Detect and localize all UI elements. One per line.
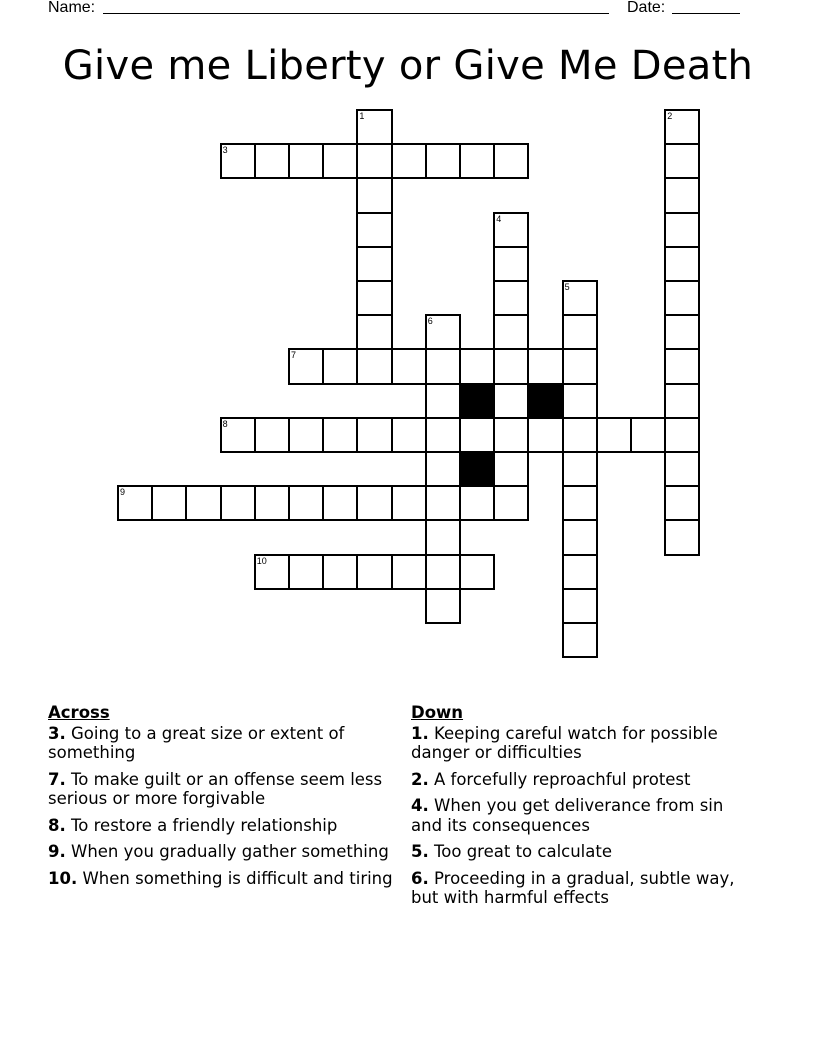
clue-text: Going to a great size or extent of something — [48, 723, 345, 762]
crossword-cell[interactable] — [562, 588, 598, 624]
crossword-cell[interactable] — [425, 554, 461, 590]
clue-number: 7. — [48, 769, 66, 789]
clue-text: Too great to calculate — [434, 842, 613, 861]
across-clues — [48, 703, 393, 895]
crossword-cell[interactable] — [391, 485, 427, 521]
crossword-cell[interactable] — [356, 212, 392, 248]
crossword-cell[interactable] — [288, 485, 324, 521]
crossword-cell[interactable] — [425, 348, 461, 384]
date-label: Date: — [627, 0, 666, 16]
crossword-cell[interactable] — [254, 417, 290, 453]
clue-number-label: 1 — [359, 111, 365, 121]
crossword-cell[interactable] — [356, 417, 392, 453]
clue-number: 10. — [48, 868, 78, 888]
crossword-cell[interactable] — [185, 485, 221, 521]
crossword-cell[interactable] — [356, 177, 392, 213]
crossword-cell[interactable] — [288, 143, 324, 179]
crossword-cell[interactable] — [527, 417, 563, 453]
clue-number: 2. — [411, 769, 429, 789]
crossword-cell[interactable] — [220, 143, 256, 179]
crossword-cell[interactable] — [493, 451, 529, 487]
crossword-cell[interactable] — [391, 143, 427, 179]
clue-number: 1. — [411, 723, 429, 743]
crossword-cell[interactable] — [425, 451, 461, 487]
crossword-cell[interactable] — [664, 314, 700, 350]
crossword-cell[interactable] — [664, 383, 700, 419]
clue-number-label: 10 — [256, 555, 267, 566]
crossword-cell[interactable] — [425, 485, 461, 521]
crossword-cell[interactable] — [459, 417, 495, 453]
crossword-cell[interactable] — [220, 417, 256, 453]
crossword-cell[interactable] — [664, 280, 700, 316]
clue-text: When you get deliverance from sin and its consequences — [411, 796, 724, 835]
crossword-cell[interactable] — [322, 485, 358, 521]
crossword-cell[interactable] — [356, 554, 392, 590]
crossword-cell[interactable] — [322, 348, 358, 384]
black-square — [527, 383, 563, 419]
clue-across-7 — [48, 770, 393, 809]
across-heading: Across — [48, 703, 110, 722]
crossword-cell[interactable] — [493, 280, 529, 316]
crossword-cell[interactable] — [425, 519, 461, 555]
crossword-cell[interactable] — [425, 383, 461, 419]
crossword-cell[interactable] — [459, 143, 495, 179]
clue-number: 4. — [411, 796, 429, 815]
crossword-cell[interactable] — [664, 109, 700, 145]
crossword-cell[interactable] — [562, 554, 598, 590]
crossword-cell[interactable] — [493, 485, 529, 521]
crossword-cell[interactable] — [459, 485, 495, 521]
crossword-cell[interactable] — [562, 622, 598, 658]
crossword-cell[interactable] — [493, 383, 529, 419]
clue-text: Proceeding in a gradual, subtle way, but with harmful effects — [411, 868, 735, 907]
crossword-cell[interactable] — [562, 348, 598, 384]
crossword-cell[interactable] — [493, 212, 529, 248]
clue-down-2 — [411, 770, 756, 790]
crossword-cell[interactable] — [254, 143, 290, 179]
crossword-cell[interactable] — [664, 143, 700, 179]
crossword-cell[interactable] — [493, 417, 529, 453]
crossword-cell[interactable] — [630, 417, 666, 453]
clue-text: When something is difficult and tiring — [82, 868, 393, 888]
crossword-cell[interactable] — [254, 554, 290, 590]
black-square — [459, 451, 495, 487]
clue-text: When you gradually gather something — [71, 842, 389, 861]
crossword-cell[interactable] — [288, 554, 324, 590]
crossword-cell[interactable] — [562, 280, 598, 316]
crossword-cell[interactable] — [493, 314, 529, 350]
crossword-cell[interactable] — [493, 246, 529, 282]
crossword-cell[interactable] — [562, 383, 598, 419]
crossword-cell[interactable] — [425, 314, 461, 350]
crossword-cell[interactable] — [664, 417, 700, 453]
crossword-cell[interactable] — [322, 417, 358, 453]
down-clues — [411, 703, 756, 915]
crossword-cell[interactable] — [425, 588, 461, 624]
crossword-cell[interactable] — [356, 314, 392, 350]
clue-across-9 — [48, 842, 393, 862]
clue-text: Keeping careful watch for possible danger or difficulties — [411, 723, 718, 762]
clue-number-label: 2 — [667, 111, 673, 121]
clue-number: 8. — [48, 815, 66, 835]
clue-number-label: 8 — [222, 418, 228, 429]
clue-number-label: 4 — [496, 213, 502, 224]
crossword-cell[interactable] — [664, 519, 700, 555]
crossword-cell[interactable] — [288, 348, 324, 384]
crossword-cell[interactable] — [562, 485, 598, 521]
clue-down-1 — [411, 724, 756, 763]
crossword-cell[interactable] — [220, 485, 256, 521]
clue-down-5 — [411, 842, 756, 862]
clue-number: 9. — [48, 842, 66, 861]
clue-down-6 — [411, 869, 756, 908]
clue-number: 6. — [411, 868, 429, 888]
crossword-cell[interactable] — [664, 177, 700, 213]
crossword-cell[interactable] — [664, 246, 700, 282]
clue-across-8 — [48, 816, 393, 836]
crossword-cell[interactable] — [596, 417, 632, 453]
crossword-cell[interactable] — [391, 417, 427, 453]
crossword-cell[interactable] — [356, 485, 392, 521]
crossword-cell[interactable] — [664, 348, 700, 384]
crossword-cell[interactable] — [322, 143, 358, 179]
crossword-cell[interactable] — [356, 143, 392, 179]
crossword-cell[interactable] — [562, 417, 598, 453]
clue-text: To restore a friendly relationship — [71, 815, 338, 835]
crossword-cell[interactable] — [664, 451, 700, 487]
crossword-cell[interactable] — [356, 280, 392, 316]
crossword-cell[interactable] — [459, 348, 495, 384]
crossword-cell[interactable] — [493, 143, 529, 179]
clue-down-4 — [411, 796, 756, 835]
clue-number-label: 3 — [222, 145, 228, 156]
crossword-cell[interactable] — [459, 554, 495, 590]
crossword-cell[interactable] — [562, 519, 598, 555]
crossword-cell[interactable] — [356, 109, 392, 145]
crossword-cell[interactable] — [664, 212, 700, 248]
down-heading: Down — [411, 703, 464, 722]
clue-number-label: 9 — [120, 487, 126, 498]
crossword-cell[interactable] — [356, 246, 392, 282]
clue-text: A forcefully reproachful protest — [434, 769, 691, 789]
clue-number-label: 5 — [564, 282, 570, 292]
page-title: Give me Liberty or Give Me Death — [62, 43, 754, 89]
crossword-cell[interactable] — [356, 348, 392, 384]
crossword-cell[interactable] — [425, 143, 461, 179]
clue-number: 5. — [411, 842, 429, 861]
black-square — [459, 383, 495, 419]
crossword-cell[interactable] — [425, 417, 461, 453]
clue-text: To make guilt or an offense seem less serious or more forgivable — [48, 769, 383, 808]
crossword-cell[interactable] — [288, 417, 324, 453]
crossword-cell[interactable] — [117, 485, 153, 521]
crossword-cell[interactable] — [391, 554, 427, 590]
crossword-cell[interactable] — [254, 485, 290, 521]
crossword-cell[interactable] — [562, 451, 598, 487]
crossword-cell[interactable] — [664, 485, 700, 521]
clue-across-10 — [48, 869, 393, 889]
clue-number: 3. — [48, 723, 66, 743]
clue-number-label: 6 — [427, 316, 433, 327]
name-label: Name: — [48, 0, 96, 16]
clue-number-label: 7 — [291, 350, 297, 361]
crossword-cell[interactable] — [322, 554, 358, 590]
crossword-cell[interactable] — [562, 314, 598, 350]
crossword-cell[interactable] — [391, 348, 427, 384]
crossword-cell[interactable] — [151, 485, 187, 521]
crossword-cell[interactable] — [527, 348, 563, 384]
crossword-cell[interactable] — [493, 348, 529, 384]
clue-across-3 — [48, 724, 393, 763]
